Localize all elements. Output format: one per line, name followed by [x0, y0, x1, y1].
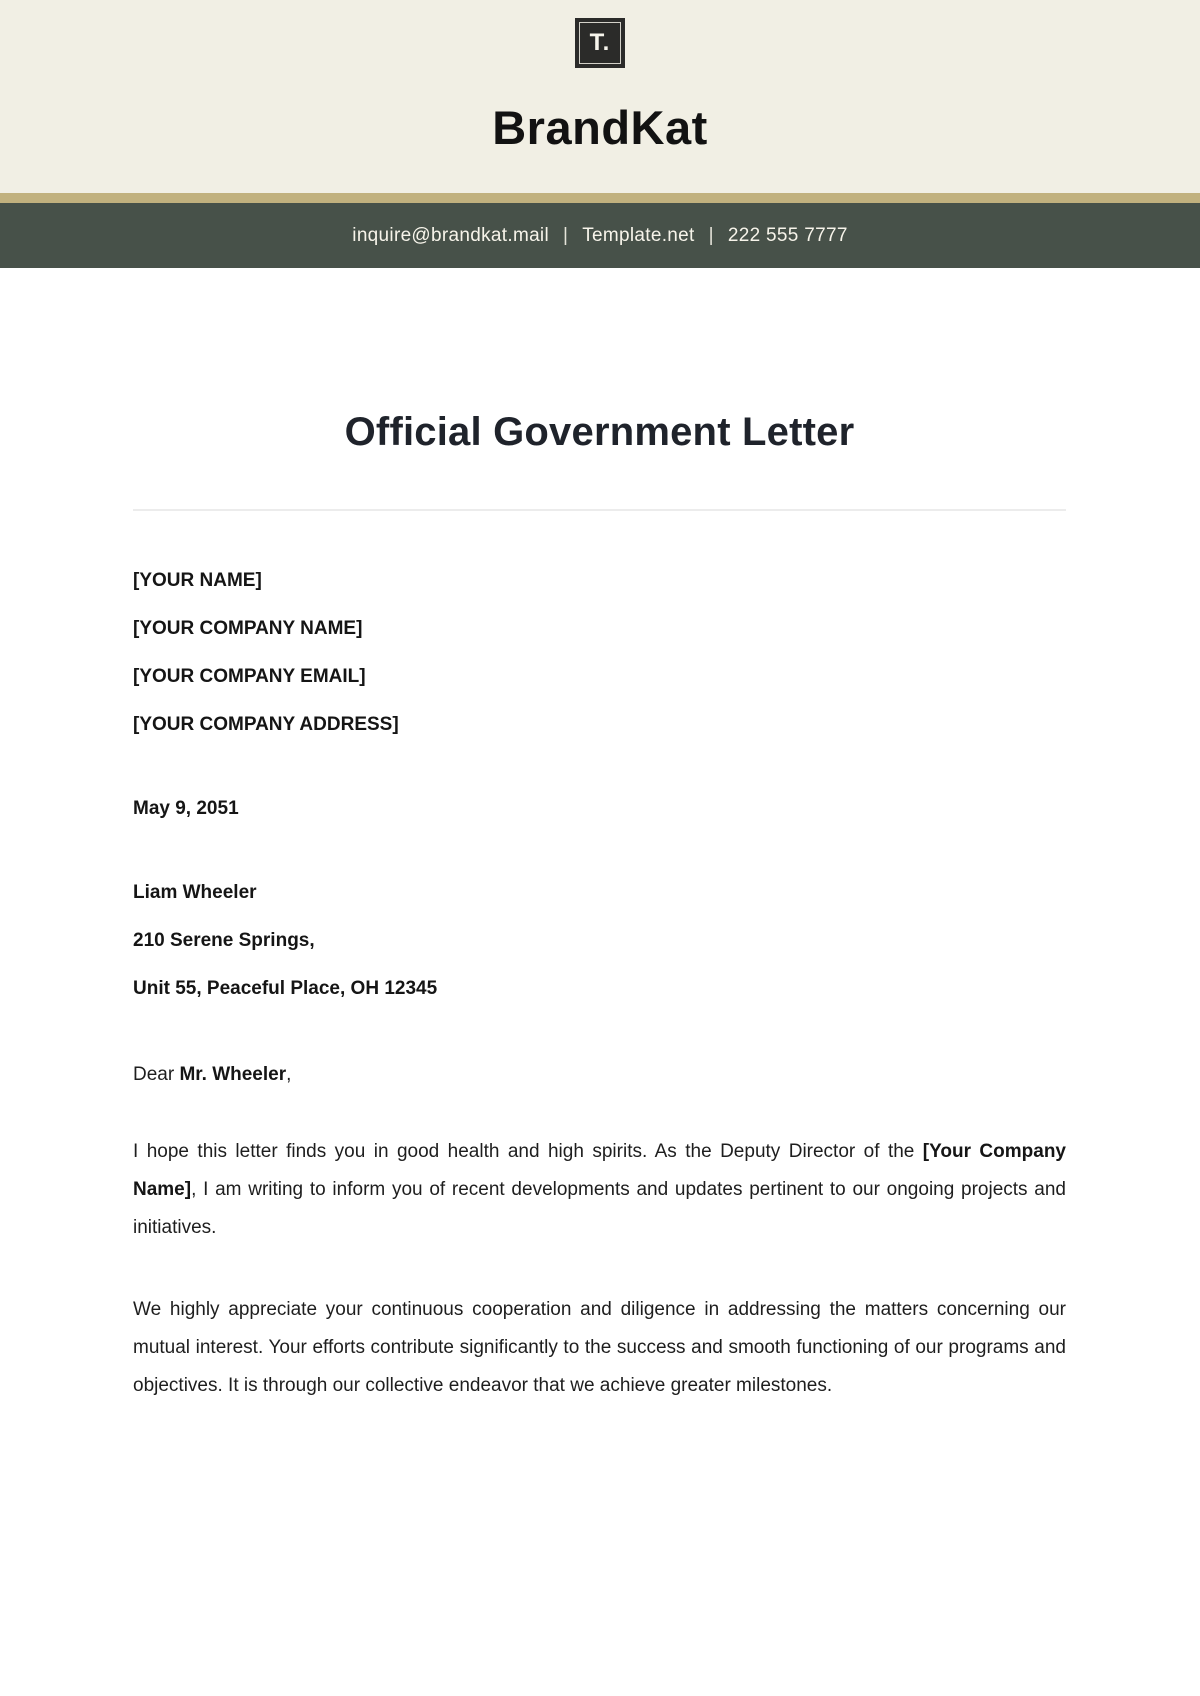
- contact-phone[interactable]: 222 555 7777: [727, 224, 848, 246]
- paragraph-1-company-placeholder: [Your Company Name]: [133, 1141, 1066, 1200]
- recipient-block: [133, 879, 1066, 1003]
- brand-name: BrandKat: [492, 101, 708, 154]
- sender-block: [133, 567, 1066, 739]
- recipient-city-state-zip: Unit 55, Peaceful Place, OH 12345: [133, 978, 438, 999]
- contact-email[interactable]: inquire@brandkat.mail: [352, 224, 549, 246]
- salutation: [133, 1061, 1066, 1089]
- brand-logo-t-icon: T.: [589, 29, 611, 56]
- letterhead: [0, 0, 1200, 193]
- sender-email-placeholder: [YOUR COMPANY EMAIL]: [133, 666, 366, 687]
- contact-website[interactable]: Template.net: [582, 224, 695, 246]
- sender-address-placeholder: [YOUR COMPANY ADDRESS]: [133, 714, 399, 735]
- salutation-suffix: ,: [286, 1064, 292, 1085]
- letter-date: May 9, 2051: [133, 798, 239, 819]
- sender-company-placeholder: [YOUR COMPANY NAME]: [133, 618, 363, 639]
- paragraph-1-text-after: , I am writing to inform you of recent developments and updates pertinent to our ongoing projects and initiatives.: [133, 1179, 1066, 1238]
- contact-separator: |: [562, 224, 569, 246]
- contact-bar: [0, 203, 1200, 268]
- sender-name-placeholder: [YOUR NAME]: [133, 570, 262, 591]
- brand-logo-inner-frame: [579, 22, 621, 64]
- contact-separator: |: [708, 224, 714, 246]
- salutation-name: Mr. Wheeler: [179, 1064, 287, 1085]
- accent-stripe: [0, 193, 1200, 203]
- letter-content: [0, 268, 1200, 1405]
- brand-logo: [575, 18, 625, 68]
- letter-title: Official Government Letter: [344, 410, 855, 454]
- paragraph-2: We highly appreciate your continuous cooperation and diligence in addressing the matters concerning our mutual interest. Your efforts contribute significantly to the success and smooth functioning of our programs and objectives. It is through our collective endeavor that we achieve greater milestones.: [133, 1299, 1066, 1396]
- title-divider: [133, 509, 1066, 511]
- salutation-prefix: Dear: [133, 1064, 180, 1085]
- recipient-street: 210 Serene Springs,: [133, 930, 315, 951]
- recipient-name: Liam Wheeler: [133, 882, 257, 903]
- paragraph-1-text-before: I hope this letter finds you in good health and high spirits. As the Deputy Director of the: [133, 1141, 923, 1162]
- paragraph-1: [133, 1133, 1066, 1247]
